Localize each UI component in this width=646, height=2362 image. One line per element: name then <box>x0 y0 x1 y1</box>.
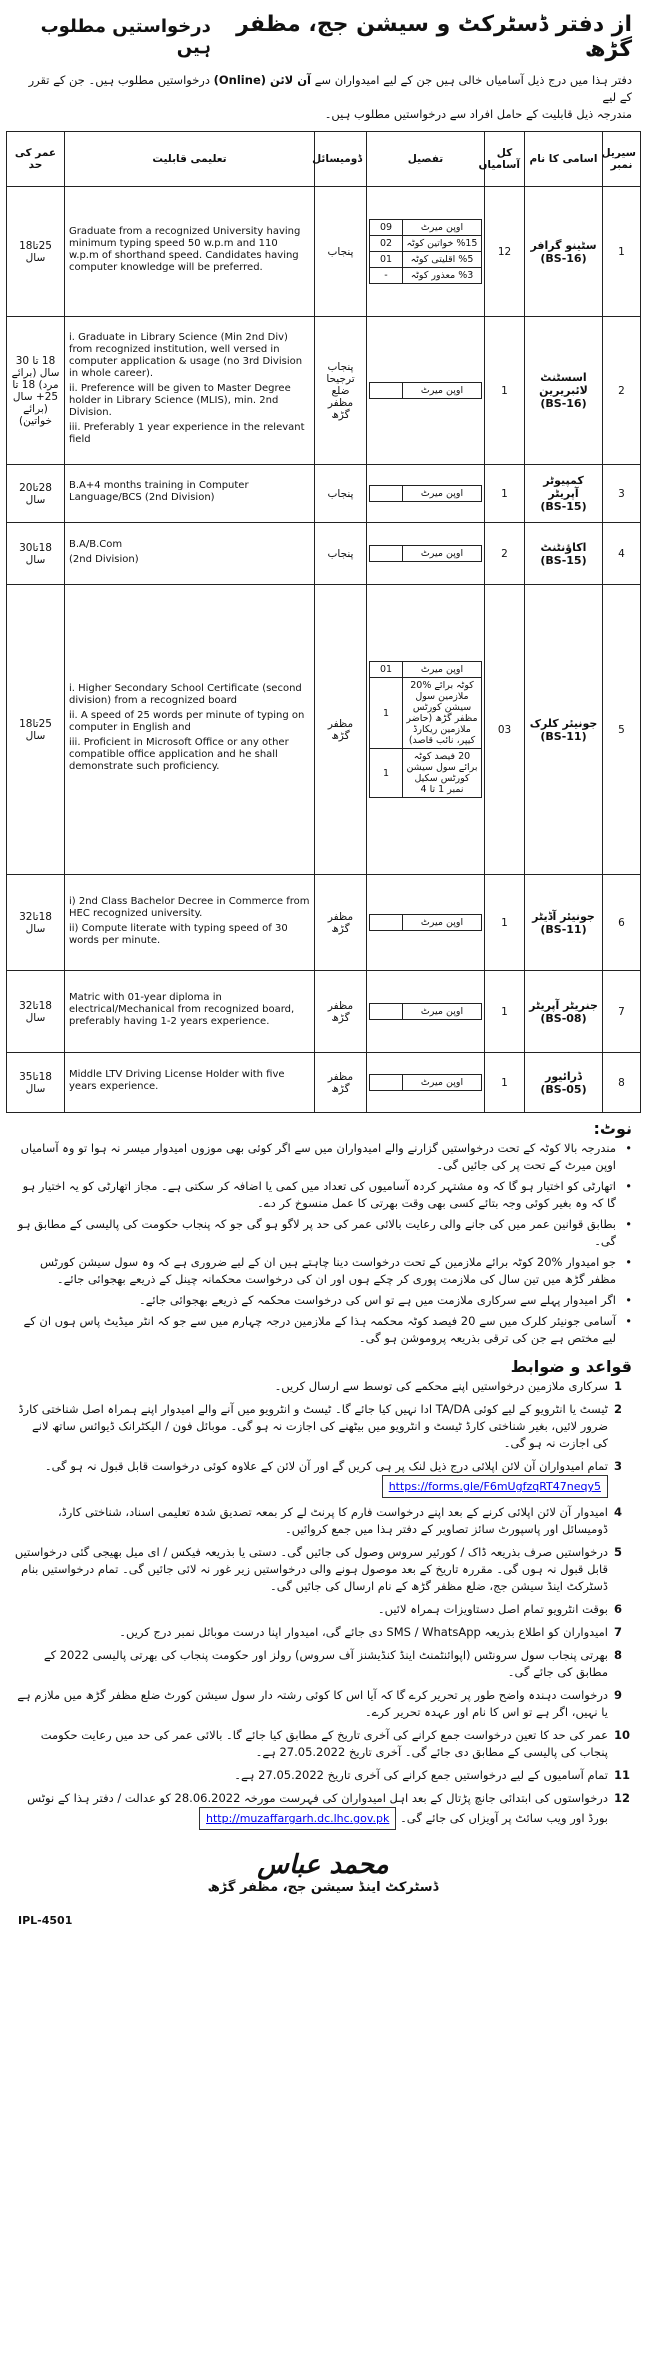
quota-count <box>370 486 403 502</box>
domicile-cell: مظفر گڑھ <box>315 875 367 971</box>
age-unit: سال <box>25 729 46 742</box>
qualification-cell <box>65 585 315 875</box>
total-cell: 12 <box>485 187 525 317</box>
rule-number: 12 <box>614 1791 631 1805</box>
quota-cell <box>367 317 485 465</box>
rule-item <box>14 1601 632 1618</box>
age-cell <box>7 585 65 875</box>
rules-list <box>6 1378 640 1830</box>
rule-number: 6 <box>614 1602 623 1616</box>
quota-row <box>370 749 482 798</box>
quota-label: اوپن میرٹ <box>403 486 482 502</box>
table-row <box>7 971 641 1053</box>
qualification-cell <box>65 875 315 971</box>
header-detail: تفصیل <box>367 132 485 187</box>
header <box>6 6 640 68</box>
quota-row <box>370 1075 482 1091</box>
intro-online: آن لائن (Online) <box>213 73 312 87</box>
post-name: اسسٹنٹ لائبریرین <box>539 371 588 397</box>
intro-line1b: درخواستیں مطلوب ہیں۔ جن کے تقرر کے لیے <box>28 73 632 104</box>
quota-row <box>370 486 482 502</box>
domicile-cell: پنجاب <box>315 465 367 523</box>
total-cell: 1 <box>485 971 525 1053</box>
serial-cell: 8 <box>603 1053 641 1113</box>
header-age: عمر کی حد <box>7 132 65 187</box>
age-range: 18تا30 <box>19 541 52 554</box>
signature-block <box>6 1850 640 1895</box>
quota-count: 02 <box>370 236 403 252</box>
rule-number: 4 <box>614 1505 623 1519</box>
qualification-line: ii. A speed of 25 words per minute of typing on computer in English and <box>69 710 305 733</box>
qualification-line: B.A/B.Com <box>69 538 123 550</box>
domicile-cell: پنجاب <box>315 523 367 585</box>
quota-label: اوپن میرٹ <box>403 383 482 399</box>
serial-cell: 4 <box>603 523 641 585</box>
total-cell: 03 <box>485 585 525 875</box>
quota-label: اوپن میرٹ <box>403 220 482 236</box>
serial-cell: 3 <box>603 465 641 523</box>
quota-label: اوپن میرٹ <box>403 915 482 931</box>
post-name: سٹینو گرافر <box>530 238 597 252</box>
rule-number: 8 <box>614 1648 623 1662</box>
qualification-line: i. Graduate in Library Science (Min 2nd Div) from recognized institution, well versed in computer application & usage (no 3rd Division in whole career). <box>69 332 303 379</box>
rule-item <box>14 1504 632 1538</box>
rule-item <box>14 1624 632 1641</box>
rule-text: ٹیسٹ یا انٹرویو کے لیے کوئی TA/DA ادا نہیں کیا جائے گا۔ ٹیسٹ و انٹرویو میں آنے والے امیدوار اپنے ہمراہ اصل شناختی کارڈ ضرور لائیں، بغیر شناختی کارڈ ٹیسٹ و انٹرویو میں بیٹھنے کی اجازت نہ ہو گی۔ موبائل فون / الیکٹرانک ڈیوائس ساتھ لانے کی اجازت نہ ہو گی۔ <box>18 1402 608 1450</box>
rule-number: 7 <box>614 1625 623 1639</box>
age-unit: سال <box>25 553 46 566</box>
table-row <box>7 523 641 585</box>
total-cell: 2 <box>485 523 525 585</box>
age-range: 18تا32 <box>19 910 52 923</box>
qualification-cell <box>65 523 315 585</box>
quota-label: %3 معذور کوٹہ <box>403 268 482 284</box>
rule-text: درخواستوں کی ابتدائی جانچ پڑتال کے بعد اہل امیدواران کی فہرست مورخہ 28.06.2022 کو عدالت / دفتر ہذا کے نوٹس بورڈ اور ویب سائٹ پر آویزاں کی جائے گی۔ http://muzaffargarh.dc.lhc.gov.pk <box>14 1790 608 1830</box>
post-cell <box>525 523 603 585</box>
post-scale: (BS-08) <box>540 1011 587 1025</box>
ipl-code: IPL-4501 <box>18 1914 73 1927</box>
posts-table <box>6 131 641 1113</box>
quota-table <box>369 219 482 284</box>
quota-row <box>370 236 482 252</box>
qualification-line: i) 2nd Class Bachelor Decree in Commerce from HEC recognized university. <box>69 895 310 919</box>
rule-item <box>14 1401 632 1452</box>
quota-label: اوپن میرٹ <box>403 1004 482 1020</box>
table-row <box>7 585 641 875</box>
total-cell: 1 <box>485 875 525 971</box>
age-range: 25تا18 <box>19 717 52 730</box>
post-name: جونیئر آڈیٹر <box>532 909 595 923</box>
intro-line1a: دفتر ہذا میں درج ذیل آسامیاں خالی ہیں جن کے لیے امیدواران سے <box>314 73 632 87</box>
quota-count: 01 <box>370 252 403 268</box>
rule-text: عمر کی حد کا تعین درخواست جمع کرانے کی آخری تاریخ کے مطابق کیا جائے گا۔ بالائی عمر کی حد میں رعایت حکومت پنجاب کی پالیسی کے مطابق دی جائے گی۔ آخری تاریخ 27.05.2022 ہے۔ <box>40 1728 608 1759</box>
post-name: ڈرائیور <box>545 1069 582 1083</box>
quota-label: اوپن میرٹ <box>403 546 482 562</box>
quota-row <box>370 1004 482 1020</box>
qualification-line: Middle LTV Driving License Holder with five years experience. <box>69 1069 285 1092</box>
notes-list <box>6 1140 640 1347</box>
table-row <box>7 1053 641 1113</box>
post-cell <box>525 585 603 875</box>
rule-item <box>14 1378 632 1395</box>
age-cell <box>7 187 65 317</box>
serial-cell: 2 <box>603 317 641 465</box>
post-cell <box>525 317 603 465</box>
post-scale: (BS-11) <box>540 729 587 743</box>
age-cell <box>7 317 65 465</box>
quota-cell <box>367 585 485 875</box>
age-range: 18تا32 <box>19 999 52 1012</box>
quota-row <box>370 252 482 268</box>
quota-table <box>369 1074 482 1091</box>
qualification-cell <box>65 1053 315 1113</box>
qualification-cell <box>65 187 315 317</box>
age-unit: سال <box>25 251 46 264</box>
age-unit: سال <box>25 493 46 506</box>
note-bullet: • <box>625 1255 632 1269</box>
post-cell <box>525 875 603 971</box>
note-bullet: • <box>625 1293 632 1307</box>
rule-item <box>14 1767 632 1784</box>
domicile-cell: مظفر گڑھ <box>315 971 367 1053</box>
domicile-cell: مظفر گڑھ <box>315 1053 367 1113</box>
qualification-line: B.A+4 months training in Computer Language/BCS (2nd Division) <box>69 480 249 503</box>
quota-table <box>369 485 482 502</box>
table-row <box>7 875 641 971</box>
rule-link[interactable]: https://forms.gle/F6mUgfzqRT47neqy5 <box>382 1475 608 1498</box>
qualification-cell <box>65 465 315 523</box>
subtitle: درخواستیں مطلوب ہیں <box>40 16 211 58</box>
quota-row <box>370 268 482 284</box>
quota-count: 1 <box>370 678 403 749</box>
age-range: 28تا20 <box>19 481 52 494</box>
qualification-line: ii) Compute literate with typing speed of 30 words per minute. <box>69 922 288 946</box>
serial-cell: 1 <box>603 187 641 317</box>
post-cell <box>525 465 603 523</box>
post-name: اکاؤنٹنٹ <box>540 540 587 554</box>
qualification-line: iii. Proficient in Microsoft Office or any other compatible office application and he shall demonstrate such proficiency. <box>69 737 289 772</box>
quota-count <box>370 1075 403 1091</box>
quota-count: 09 <box>370 220 403 236</box>
intro <box>6 68 640 127</box>
quota-table <box>369 914 482 931</box>
rule-number: 5 <box>614 1545 623 1559</box>
quota-count: 01 <box>370 662 403 678</box>
note-bullet: • <box>625 1179 632 1193</box>
quota-table <box>369 1003 482 1020</box>
note-text: اتھارٹی کو اختیار ہو گا کہ وہ مشتہر کردہ آسامیوں کی تعداد میں کمی یا اضافہ کر سکتی ہے۔ مجاز اتھارٹی کو یہ اختیار ہو گا کہ وہ بغیر کوئی وجہ بتائے کسی بھی وقت بھرتی کا عمل منسوخ کر دے۔ <box>22 1179 616 1210</box>
advertisement-page <box>6 0 640 1927</box>
quota-row <box>370 662 482 678</box>
post-cell <box>525 971 603 1053</box>
serial-cell: 5 <box>603 585 641 875</box>
rule-text: درخواست دہندہ واضح طور پر تحریر کرے گا کہ آیا اس کا کوئی رشتہ دار سول سیشن کورٹ ضلع مظفر گڑھ میں ملازم ہے یا نہیں، اگر ہے تو اس کا نام اور عہدہ تحریر کرے۔ <box>17 1688 608 1719</box>
post-scale: (BS-15) <box>540 553 587 567</box>
age-range: 18 تا 30 سال (برائے مرد) 18 تا 25+ سال <box>11 354 60 403</box>
note-bullet: • <box>625 1141 632 1155</box>
signatory-title: ڈسٹرکٹ اینڈ سیشن جج، مظفر گڑھ <box>207 1880 439 1895</box>
quota-row <box>370 546 482 562</box>
quota-row <box>370 383 482 399</box>
quota-cell <box>367 465 485 523</box>
post-cell <box>525 1053 603 1113</box>
quota-cell <box>367 971 485 1053</box>
qualification-cell <box>65 317 315 465</box>
rule-number: 3 <box>614 1459 623 1473</box>
rule-item <box>14 1727 632 1761</box>
qualification-line: Matric with 01-year diploma in electrical/Mechanical from recognized board, preferably having 1-2 years experience. <box>69 992 295 1027</box>
note-bullet: • <box>625 1314 632 1328</box>
quota-cell <box>367 1053 485 1113</box>
note-text: آسامی جونیئر کلرک میں سے 20 فیصد کوٹہ محکمہ ہذا کے ملازمین درجہ چہارم میں سے جو کہ انٹر میڈیٹ پاس ہوں ان کے لیے مختص ہے جن کی ترقی بذریعہ پروموشن ہو گی۔ <box>23 1314 616 1345</box>
rule-text: امیدواران کو اطلاع بذریعہ SMS / WhatsApp دی جائے گی، امیدوار اپنا درست موبائل نمبر درج کریں۔ <box>119 1625 608 1639</box>
domicile-cell: پنجاب ترجیحا ضلع مظفر گڑھ <box>315 317 367 465</box>
post-cell <box>525 187 603 317</box>
rule-number: 11 <box>614 1768 631 1782</box>
quota-label: %5 اقلیتی کوٹہ <box>403 252 482 268</box>
total-cell: 1 <box>485 465 525 523</box>
post-name: جنریٹر آپریٹر <box>529 998 598 1012</box>
age-cell <box>7 523 65 585</box>
note-bullet: • <box>625 1217 632 1231</box>
quota-table <box>369 545 482 562</box>
quota-row <box>370 678 482 749</box>
quota-count <box>370 546 403 562</box>
quota-cell <box>367 875 485 971</box>
rule-text: بوقت انٹرویو تمام اصل دستاویزات ہمراہ لائیں۔ <box>377 1602 608 1616</box>
quota-count: 1 <box>370 749 403 798</box>
rule-item <box>14 1647 632 1681</box>
table-row <box>7 465 641 523</box>
post-scale: (BS-11) <box>540 922 587 936</box>
note-item <box>14 1178 632 1212</box>
note-text: جو امیدوار %20 کوٹہ برائے ملازمین کے تحت درخواست دینا چاہتے ہیں ان کے لیے ضروری ہے کہ وہ سول سیشن کورٹس مظفر گڑھ میں تین سال کی ملازمت پوری کر چکے ہوں اور ان کی درخواست محکمانہ چینل کے ذریعے بھجوائی جائے۔ <box>40 1255 616 1286</box>
age-unit: سال <box>25 1011 46 1024</box>
quota-row <box>370 915 482 931</box>
quota-row <box>370 220 482 236</box>
note-item <box>14 1140 632 1174</box>
quota-label: 20 فیصد کوٹہ برائے سول سیشن کورٹس سکیل نمبر 1 تا 4 <box>403 749 482 798</box>
quota-count <box>370 383 403 399</box>
rule-text: امیدوار آن لائن اپلائی کرنے کے بعد اپنے درخواست فارم کا پرنٹ لے کر بمعہ تصدیق شدہ تعلیمی اسناد، شناختی کارڈ، ڈومیسائل اور پاسپورٹ سائز تصاویر کے دفتر ہذا میں جمع کروائیں۔ <box>57 1505 608 1536</box>
post-scale: (BS-05) <box>540 1082 587 1096</box>
rule-text: درخواستیں صرف بذریعہ ڈاک / کورئیر سروس وصول کی جائیں گی۔ دستی یا بذریعہ فیکس / ای میل بھیجی گئی درخواستیں قابل قبول نہ ہوں گی۔ مقررہ تاریخ کے بعد موصول ہونے والی درخواستیں زیر غور نہ لائی جائیں گی۔ تمام درخواستیں بنام ڈسٹرکٹ اینڈ سیشن جج، ضلع مظفر گڑھ کے نام ارسال کی جائیں گی۔ <box>14 1545 608 1593</box>
qualification-line: Graduate from a recognized University having minimum typing speed 50 w.p.m and 110 w.p.m of shorthand speed. Candidates having computer knowledge will be preferred. <box>69 226 301 273</box>
quota-count: - <box>370 268 403 284</box>
quota-table <box>369 661 482 798</box>
quota-cell <box>367 523 485 585</box>
note-item <box>14 1292 632 1309</box>
post-scale: (BS-16) <box>540 397 587 410</box>
serial-cell: 6 <box>603 875 641 971</box>
qualification-line: ii. Preference will be given to Master Degree holder in Library Science (MLIS), min. 2nd Division. <box>69 383 291 418</box>
header-post: اسامی کا نام <box>525 132 603 187</box>
rule-link[interactable]: http://muzaffargarh.dc.lhc.gov.pk <box>199 1807 396 1830</box>
age-unit: سال <box>25 1082 46 1095</box>
rule-text: بھرتی پنجاب سول سرونٹس (اپوائنٹمنٹ اینڈ کنڈیشنز آف سروس) رولز اور حکومت پنجاب کی بھرتی پالیسی 2022 کے مطابق کی جائے گی۔ <box>43 1648 608 1679</box>
rule-item <box>14 1458 632 1498</box>
header-serial: سیریل نمبر <box>603 132 641 187</box>
note-item <box>14 1313 632 1347</box>
post-scale: (BS-15) <box>540 500 587 513</box>
age-unit: سال <box>25 922 46 935</box>
quota-label: کوٹہ برائے %20 ملازمین سول سیشن کورٹس مظفر گڑھ (حاضر ملازمین ریکارڈ کیپر، نائب قاصد) <box>403 678 482 749</box>
qualification-cell <box>65 971 315 1053</box>
rule-item <box>14 1790 632 1830</box>
rule-item <box>14 1687 632 1721</box>
rules-title: قواعد و ضوابط <box>510 1357 632 1376</box>
quota-count <box>370 915 403 931</box>
rule-number: 10 <box>614 1728 631 1742</box>
age-cell <box>7 875 65 971</box>
rule-text: سرکاری ملازمین درخواستیں اپنے محکمے کی توسط سے ارسال کریں۔ <box>274 1379 608 1393</box>
quota-label: اوپن میرٹ <box>403 662 482 678</box>
quota-count <box>370 1004 403 1020</box>
quota-label: اوپن میرٹ <box>403 1075 482 1091</box>
age-cell <box>7 1053 65 1113</box>
age-unit: (برائے خواتین) <box>18 402 52 427</box>
table-row <box>7 317 641 465</box>
header-total: کل آسامیاں <box>485 132 525 187</box>
note-text: مندرجہ بالا کوٹہ کے تحت درخواستیں گزارنے والے امیدواران میں سے اگر کوئی بھی موزوں امیدوار میسر نہ ہوا تو وہ آسامیاں اوپن میرٹ کے تحت پر کی جائیں گی۔ <box>20 1141 616 1172</box>
rule-number: 9 <box>614 1688 623 1702</box>
note-text: بطابق قوانین عمر میں کی جانے والی رعایت بالائی عمر کی حد پر لاگو ہو گی جو کہ پنجاب حکومت کی پالیسی کے مطابق ہو گی۔ <box>17 1217 616 1248</box>
header-qualification: تعلیمی قابلیت <box>65 132 315 187</box>
rule-item <box>14 1544 632 1595</box>
qualification-line: iii. Preferably 1 year experience in the relevant field <box>69 422 305 445</box>
table-row <box>7 187 641 317</box>
rule-number: 1 <box>614 1379 623 1393</box>
quota-table <box>369 382 482 399</box>
intro-line2: مندرجہ ذیل قابلیت کے حامل افراد سے درخواستیں مطلوب ہیں۔ <box>324 107 632 121</box>
age-cell <box>7 465 65 523</box>
rule-text: تمام امیدواران آن لائن اپلائی درج ذیل لنک پر ہی کریں گے اور آن لائن کے علاوہ کوئی درخواست قابل قبول نہ ہو گی۔ https://forms.gle/F6mUgfzqRT47neqy5 <box>14 1458 608 1498</box>
quota-cell <box>367 187 485 317</box>
post-scale: (BS-16) <box>540 251 587 265</box>
post-name: جونیئر کلرک <box>529 716 598 730</box>
note-item <box>14 1216 632 1250</box>
note-text: اگر امیدوار پہلے سے سرکاری ملازمت میں ہے تو اس کی درخواست محکمہ کے ذریعے بھجوائی جائے۔ <box>138 1293 616 1307</box>
org-title: از دفتر ڈسٹرکٹ و سیشن جج، مظفر گڑھ <box>236 12 632 62</box>
total-cell: 1 <box>485 317 525 465</box>
signatory-name: محمد عباس <box>257 1850 389 1880</box>
table-header-row <box>7 132 641 187</box>
quota-label: %15 خواتین کوٹہ <box>403 236 482 252</box>
rule-number: 2 <box>614 1402 623 1416</box>
qualification-line: (2nd Division) <box>69 553 139 565</box>
header-domicile: ڈومیسائل <box>315 132 367 187</box>
serial-cell: 7 <box>603 971 641 1053</box>
note-item <box>14 1254 632 1288</box>
total-cell: 1 <box>485 1053 525 1113</box>
notes-title: نوٹ: <box>593 1119 632 1138</box>
domicile-cell: پنجاب <box>315 187 367 317</box>
rule-text: تمام آسامیوں کے لیے درخواستیں جمع کرانے کی آخری تاریخ 27.05.2022 ہے۔ <box>234 1768 608 1782</box>
post-name: کمپیوٹر آپریٹر <box>543 474 584 500</box>
age-range: 18تا35 <box>19 1070 52 1083</box>
qualification-line: i. Higher Secondary School Certificate (second division) from a recognized board <box>69 683 302 706</box>
domicile-cell: مظفر گڑھ <box>315 585 367 875</box>
age-range: 25تا18 <box>19 239 52 252</box>
age-cell <box>7 971 65 1053</box>
